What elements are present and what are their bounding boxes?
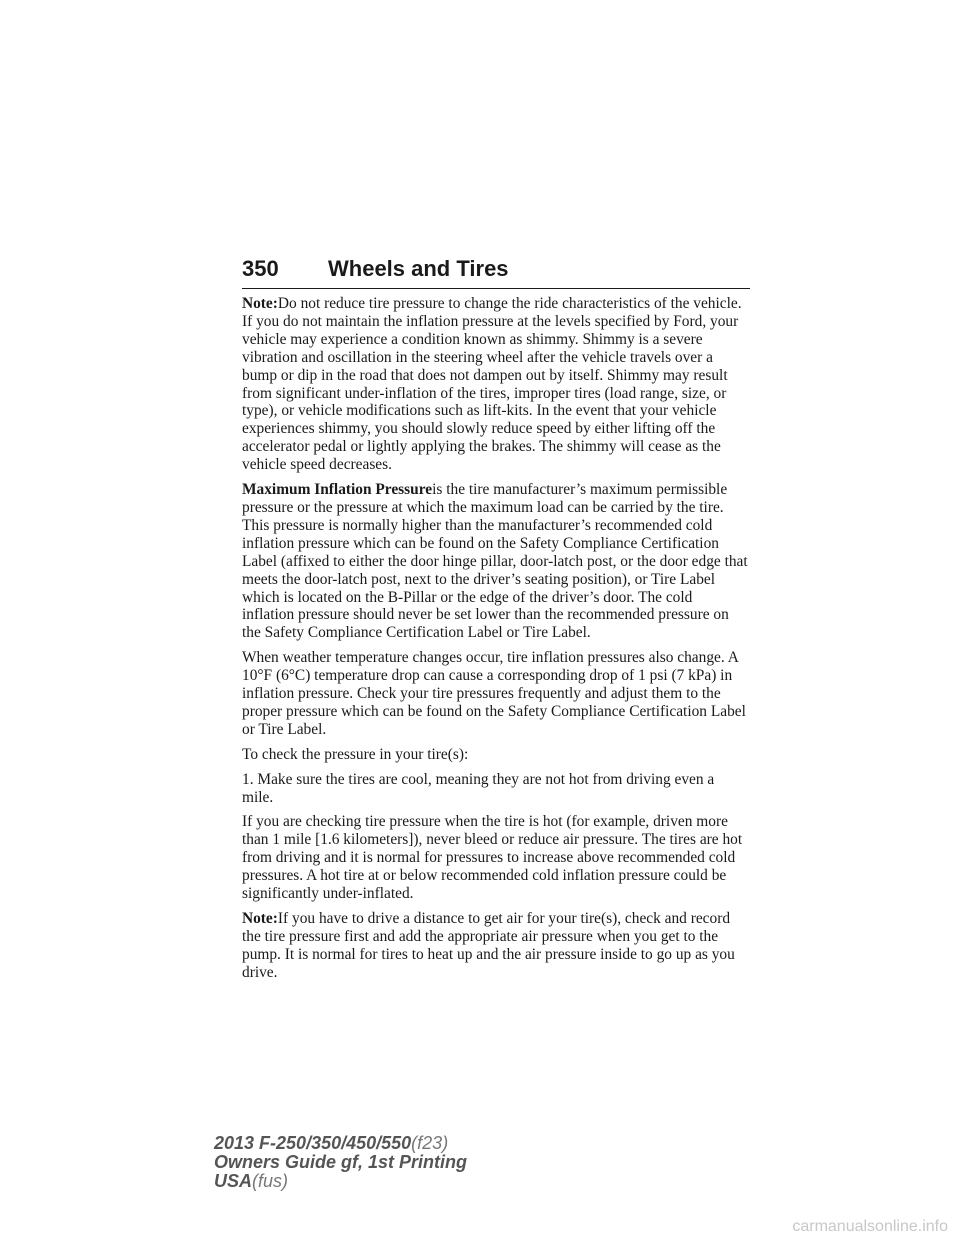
paragraph-text: If you have to drive a distance to get air for your tire(s), check and record the tire pressure first and add the appropriate air pressure when you get to the pump. It is normal for tires to heat up and the air pressure inside to go up as you drive. (242, 910, 735, 981)
paragraph-check-intro: To check the pressure in your tire(s): (242, 745, 469, 763)
header-divider (242, 288, 750, 289)
paragraph-temperature: When weather temperature changes occur, tire inflation pressures also change. A 10°F (6°C) temperature drop can cause a corresponding drop of 1 psi (7 kPa) in inflation pressure. Check your tire pressures frequently and adjust them to the proper pressure which can be found on the Safety Compliance Certification Label or Tire Label. (242, 649, 746, 738)
section-title: Wheels and Tires (328, 256, 509, 281)
paragraph-note-pump (242, 910, 748, 982)
footer-model: 2013 F-250/350/450/550 (214, 1133, 412, 1153)
paragraph-max-inflation (242, 481, 748, 642)
step-1: 1. Make sure the tires are cool, meaning they are not hot from driving even a mile. (242, 770, 715, 806)
page-footer (214, 1134, 467, 1191)
footer-region-code: (fus) (252, 1171, 289, 1191)
term-label: Maximum Inflation Pressure (242, 481, 433, 499)
footer-line-model (214, 1134, 467, 1153)
watermark: carmanualsonline.info (792, 1218, 948, 1235)
body-text (242, 295, 748, 989)
page-header (242, 256, 750, 286)
paragraph-hot-tire: If you are checking tire pressure when the tire is hot (for example, driven more than 1 mile [1.6 kilometers]), never bleed or reduce air pressure. The tires are hot from driving and it is normal for pressures to increase above recommended cold pressures. A hot tire at or below recommended cold inflation pressure could be significantly under-inflated. (242, 813, 743, 903)
note-label: Note: (242, 910, 278, 927)
paragraph-text: is the tire manufacturer’s maximum permissible pressure or the pressure at which the maximum load can be carried by the tire. This pressure is normally higher than the manufacturer’s recommended cold inflation pressure which can be found on the Safety Compliance Certification Label (affixed to either the door hinge pillar, door-latch post, or the door edge that meets the door-latch post, next to the driver’s seating position), or Tire Label which is located on the B-Pillar or the edge of the driver’s door. The cold inflation pressure should never be set lower than the recommended pressure on the Safety Compliance Certification Label or Tire Label. (242, 481, 748, 642)
footer-line-printing: Owners Guide gf, 1st Printing (214, 1152, 468, 1172)
paragraph-text: Do not reduce tire pressure to change the ride characteristics of the vehicle. If you do not maintain the inflation pressure at the levels specified by Ford, your vehicle may experience a condition known as shimmy. Shimmy is a severe vibration and oscillation in the steering wheel after the vehicle travels over a bump or dip in the road that does not dampen out by itself. Shimmy may result from significant under-inflation of the tires, improper tires (load range, size, or type), or vehicle modifications such as lift-kits. In the event that your vehicle experiences shimmy, you should slowly reduce speed by either lifting off the accelerator pedal or lightly applying the brakes. The shimmy will cease as the vehicle speed decreases. (242, 295, 742, 474)
note-label: Note: (242, 295, 278, 312)
footer-model-code: (f23) (411, 1133, 449, 1153)
footer-region: USA (214, 1171, 253, 1191)
page-number: 350 (242, 256, 279, 281)
footer-line-region (214, 1172, 467, 1191)
paragraph-note-shimmy (242, 295, 748, 474)
